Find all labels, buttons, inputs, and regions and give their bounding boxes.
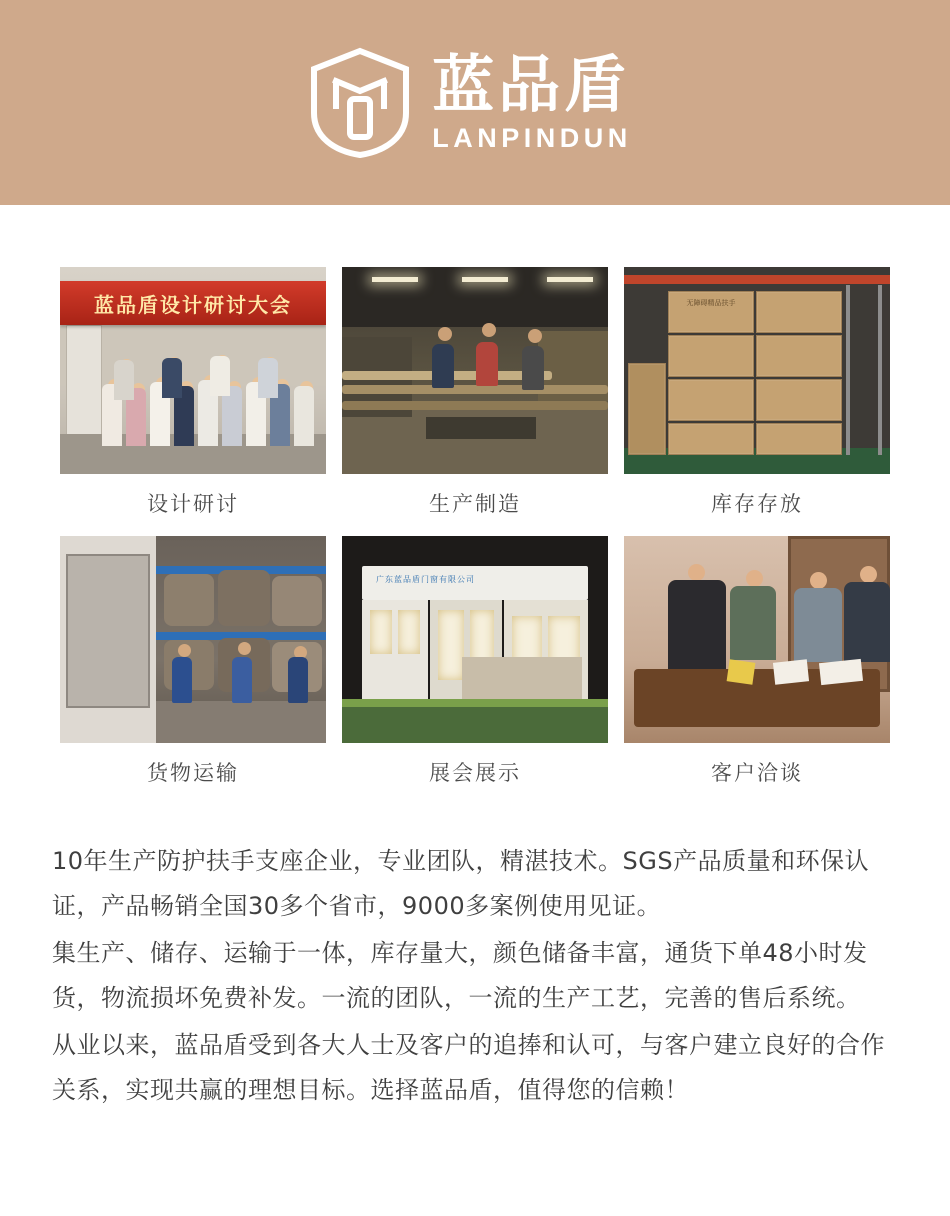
- gallery-caption-warehouse: 库存存放: [711, 492, 803, 516]
- gallery-caption-production: 生产制造: [429, 492, 521, 516]
- gallery-row-1: [0, 267, 950, 518]
- gallery-cell-warehouse: [624, 267, 890, 518]
- brand-name-en: LANPINDUN: [432, 122, 632, 153]
- gallery-cell-transport: [60, 536, 326, 787]
- shield-logo-icon: [306, 47, 414, 159]
- gallery-caption-transport: 货物运输: [147, 761, 239, 785]
- client-negotiation-photo: [624, 536, 890, 743]
- description-paragraph-3: 从业以来，蓝品盾受到各大人士及客户的追捧和认可，与客户建立良好的合作关系，实现共赢的理想目标。选择蓝品盾，值得您的信赖！: [52, 1031, 885, 1104]
- exhibition-display-photo: [342, 536, 608, 743]
- warehouse-storage-photo: [624, 267, 890, 474]
- brand-logo: [306, 47, 632, 159]
- gallery-caption-exhibition: 展会展示: [429, 761, 521, 785]
- photo-gallery: [0, 205, 950, 787]
- gallery-cell-production: [342, 267, 608, 518]
- box-label: 无障碍精品扶手: [686, 299, 736, 307]
- company-description: [52, 839, 898, 1113]
- goods-transport-photo: [60, 536, 326, 743]
- gallery-caption-client-meeting: 客户洽谈: [711, 761, 803, 785]
- gallery-row-2: [0, 536, 950, 787]
- description-paragraph-2: 集生产、储存、运输于一体，库存量大，颜色储备丰富，通货下单48小时发货，物流损坏免费补发。一流的团队，一流的生产工艺，完善的售后系统。: [52, 939, 868, 1012]
- gallery-cell-design-seminar: [60, 267, 326, 518]
- gallery-cell-exhibition: [342, 536, 608, 787]
- design-seminar-photo: [60, 267, 326, 474]
- booth-sign-text: 广东蓝品盾门窗有限公司: [376, 575, 475, 584]
- description-paragraph-1: 10年生产防护扶手支座企业，专业团队，精湛技术。SGS产品质量和环保认证，产品畅销全国30多个省市，9000多案例使用见证。: [52, 847, 870, 920]
- gallery-caption-design-seminar: 设计研讨: [147, 492, 239, 516]
- brand-header-banner: [0, 0, 950, 205]
- gallery-cell-client-meeting: [624, 536, 890, 787]
- production-manufacturing-photo: [342, 267, 608, 474]
- seminar-banner-text: 蓝品盾设计研讨大会: [60, 281, 326, 325]
- brand-logo-text: [432, 47, 632, 153]
- brand-name-cn: 蓝品盾: [432, 47, 631, 121]
